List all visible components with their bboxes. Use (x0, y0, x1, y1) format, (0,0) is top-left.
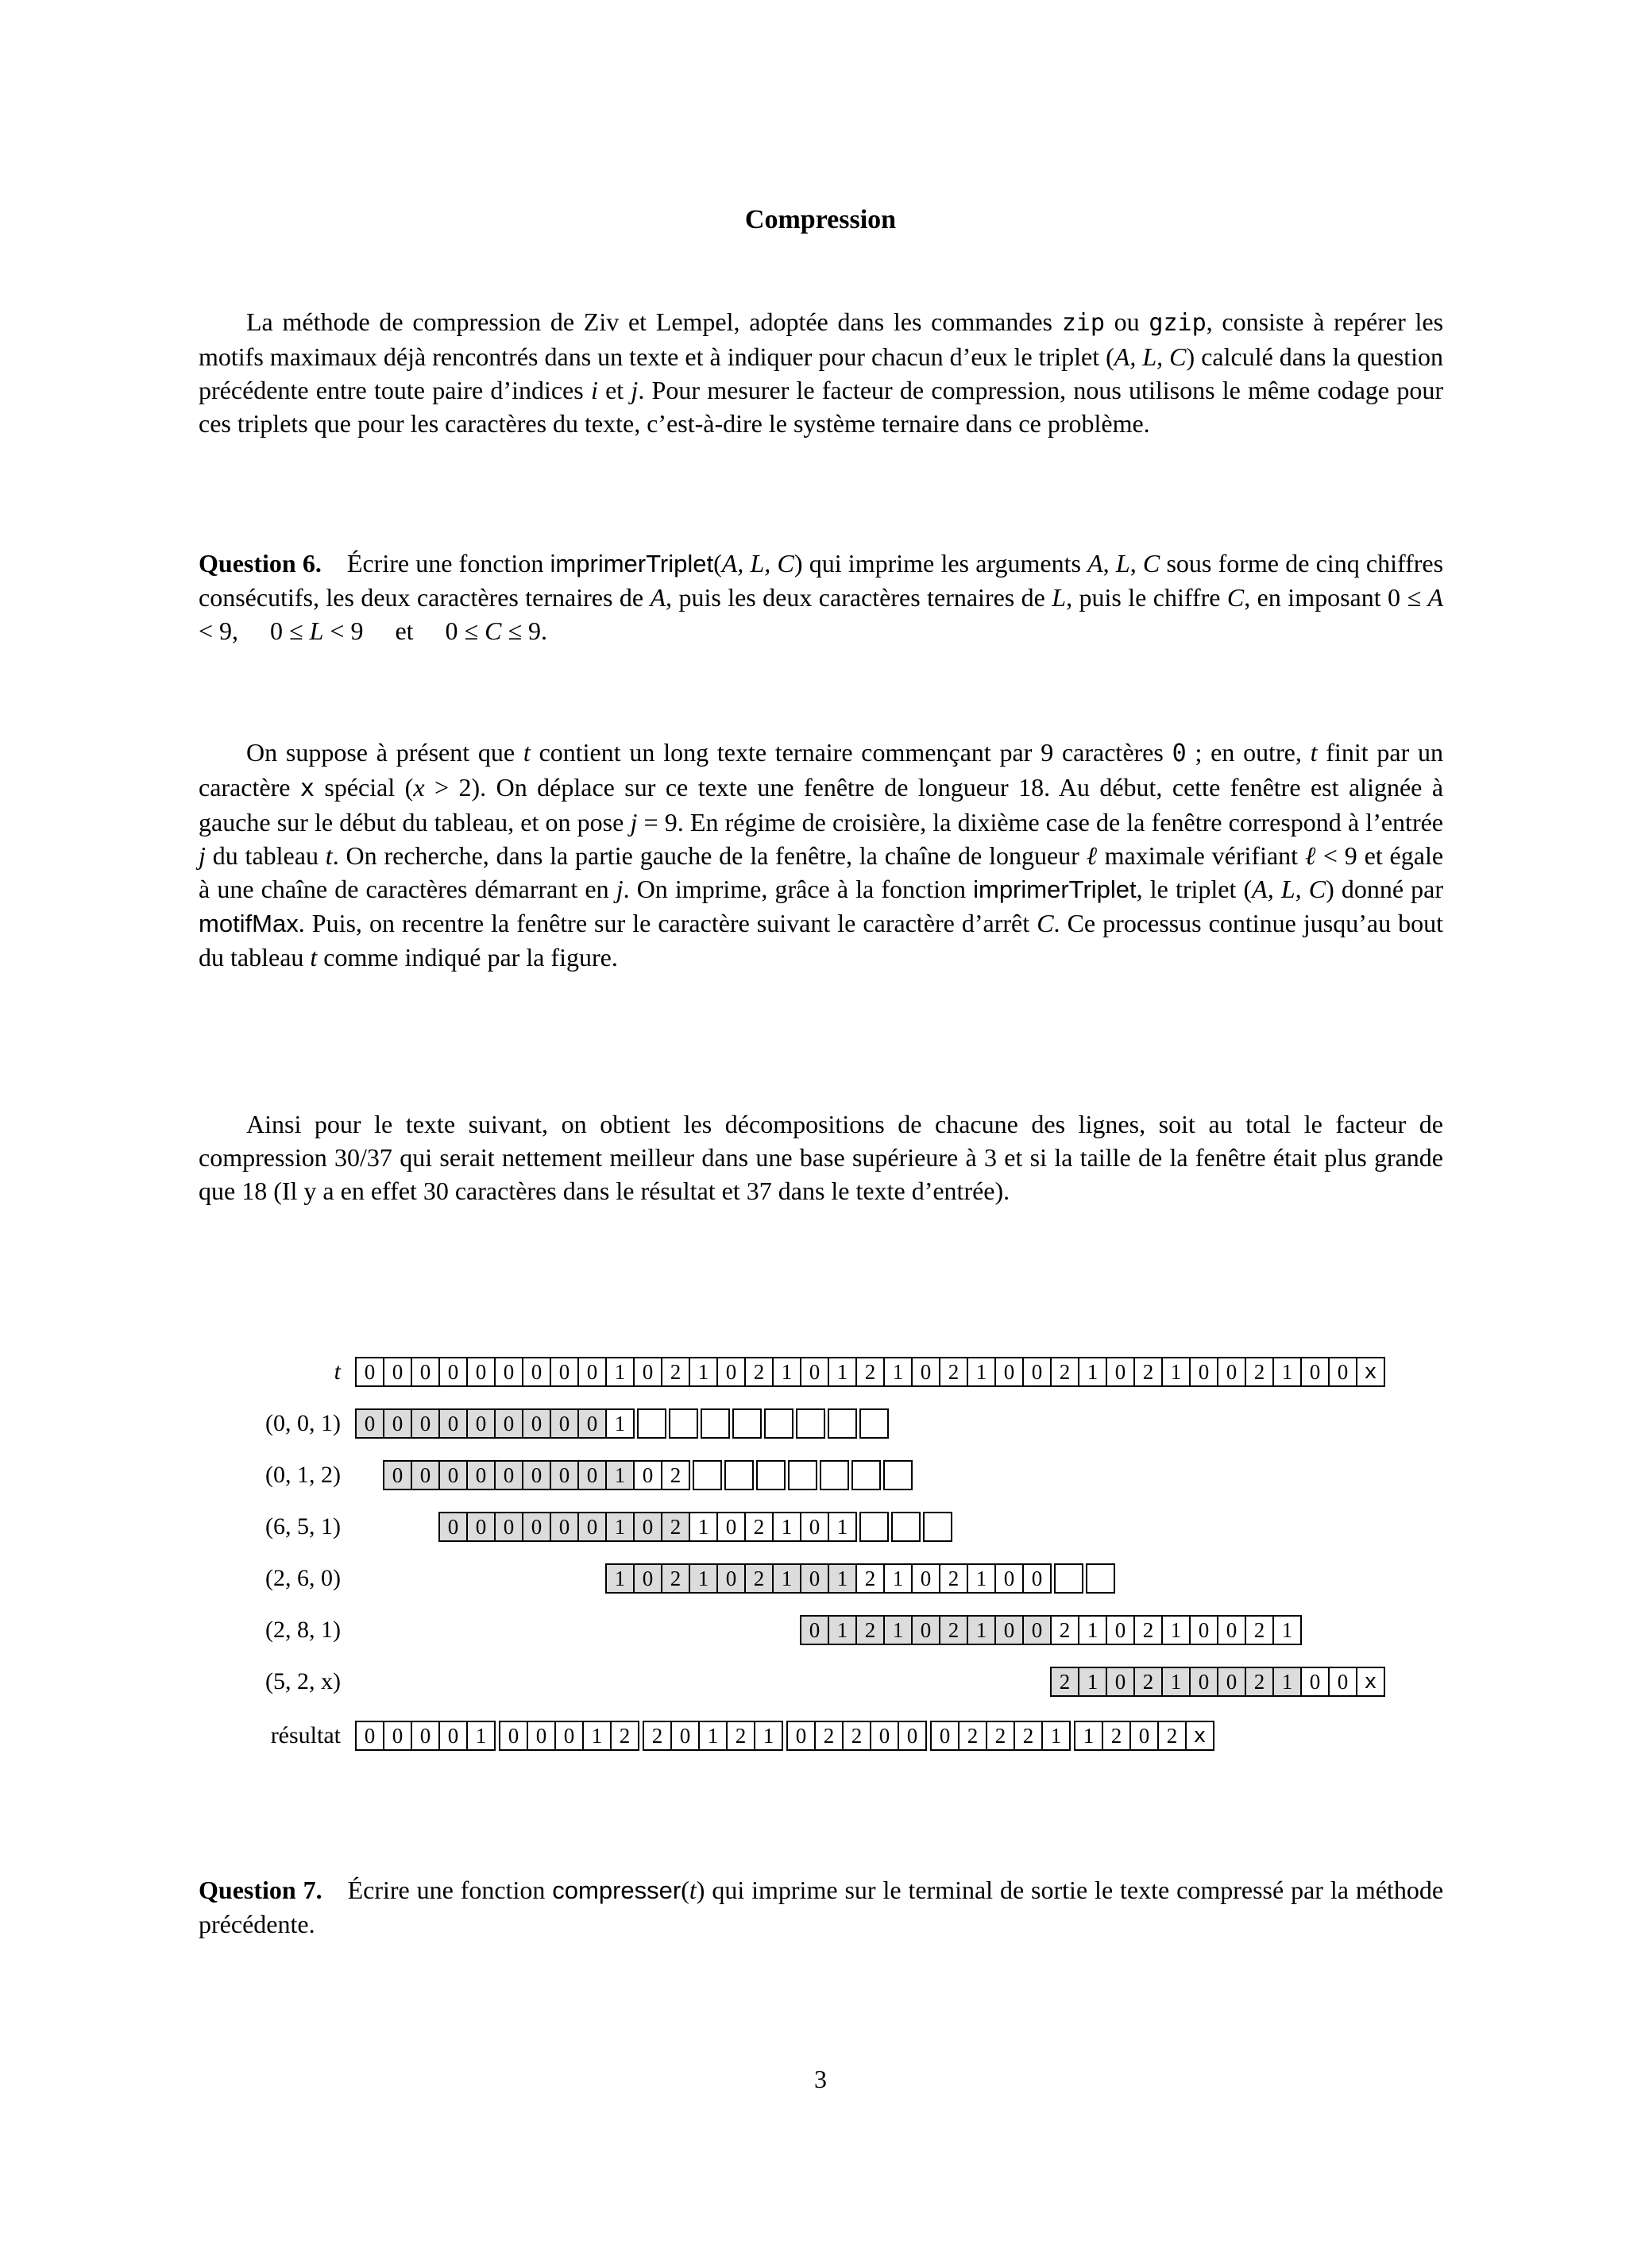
cell: 0 (411, 1721, 440, 1751)
cell: 0 (1328, 1667, 1357, 1697)
cell: 0 (522, 1512, 551, 1542)
cell: 0 (870, 1721, 899, 1751)
page-number: 3 (814, 2065, 827, 2093)
text-segment: 0 (1172, 740, 1187, 767)
text-segment: = 9. En régime de croisière, la dixième case de la fenêtre correspond à l’entrée (637, 808, 1444, 836)
cell: 0 (550, 1512, 579, 1542)
cell: 0 (438, 1408, 468, 1439)
text-segment: finit par un caractère (199, 738, 1444, 802)
text-segment: , consiste à repérer les motifs maximaux déjà rencontrés dans un texte et à indiquer pour chacun d’eux le triplet ( (199, 307, 1444, 371)
cell: 1 (883, 1357, 913, 1387)
cell: 0 (527, 1721, 556, 1751)
cell-empty (820, 1460, 849, 1490)
cell-empty (891, 1512, 921, 1542)
cell-empty (1054, 1563, 1083, 1594)
cell: 0 (550, 1460, 579, 1490)
cell: 0 (494, 1357, 523, 1387)
cell-empty (701, 1408, 730, 1439)
cell: 2 (726, 1721, 755, 1751)
result-group (499, 1721, 639, 1751)
cell: 0 (1328, 1357, 1357, 1387)
cell-empty (883, 1460, 913, 1490)
text-segment: zip (1061, 309, 1105, 337)
figure-row (199, 1408, 1385, 1439)
cell: x (1356, 1357, 1385, 1387)
cell: 0 (355, 1721, 384, 1751)
cell: 2 (661, 1563, 690, 1594)
cell-empty (764, 1408, 793, 1439)
result-group (1074, 1721, 1214, 1751)
cell: 0 (1106, 1615, 1135, 1645)
cell: 0 (1022, 1563, 1052, 1594)
cell: 1 (1272, 1667, 1302, 1697)
text-segment: < 9 et 0 ≤ (323, 616, 485, 645)
text-segment: > 2). On déplace sur ce texte une fenêtre de longueur 18. Au début, cette fenêtre est alignée à gauche sur le début du tableau, et on pose (199, 773, 1444, 836)
cell: 2 (1050, 1357, 1079, 1387)
cell: 0 (355, 1408, 384, 1439)
cell: 2 (855, 1615, 885, 1645)
cell-empty (851, 1460, 881, 1490)
text-segment: ) donné par (1326, 875, 1444, 903)
cell: 0 (494, 1408, 523, 1439)
cell: 0 (1129, 1721, 1159, 1751)
cell: 0 (898, 1721, 927, 1751)
cell: 0 (522, 1408, 551, 1439)
text-segment: imprimerTriplet (973, 875, 1137, 903)
text-segment: ≤ 9. (501, 616, 548, 645)
cell-empty (1086, 1563, 1115, 1594)
cell-empty (859, 1512, 889, 1542)
cell: 0 (633, 1460, 662, 1490)
cell: 2 (744, 1357, 774, 1387)
text-segment: ( (713, 549, 722, 578)
figure-row (199, 1667, 1385, 1697)
cell: 2 (661, 1512, 690, 1542)
cell: x (1356, 1667, 1385, 1697)
cell: 0 (1217, 1615, 1246, 1645)
text-segment: . On recherche, dans la partie gauche de la fenêtre, la chaîne de longueur (332, 841, 1087, 870)
cell: 0 (383, 1460, 412, 1490)
cell: 0 (438, 1512, 468, 1542)
text-segment: j (616, 875, 624, 903)
cell: 0 (1189, 1357, 1218, 1387)
text-segment: i (590, 376, 598, 404)
text-segment: x (299, 775, 315, 802)
text-segment: du tableau (205, 841, 326, 870)
cell: 0 (1022, 1357, 1052, 1387)
text-segment: A, L, C (721, 549, 794, 578)
cell: x (1185, 1721, 1214, 1751)
row-cells (800, 1615, 1302, 1645)
text-segment: , en imposant 0 ≤ (1244, 583, 1428, 612)
cell: 0 (438, 1460, 468, 1490)
text-segment: , puis le chiffre (1066, 583, 1227, 612)
figure-row (199, 1563, 1385, 1594)
cell: 2 (1157, 1721, 1187, 1751)
cell: 0 (1217, 1667, 1246, 1697)
paragraph-example (199, 1107, 1443, 1207)
row-cells (438, 1512, 952, 1542)
text-segment: x (413, 773, 425, 802)
cell-empty (788, 1460, 817, 1490)
cell: 0 (1106, 1667, 1135, 1697)
cell: 1 (1272, 1615, 1302, 1645)
text-segment: , puis les deux caractères ternaires de (666, 583, 1052, 612)
text-segment: j (199, 841, 206, 870)
cell: 1 (689, 1563, 718, 1594)
cell: 0 (550, 1408, 579, 1439)
text-segment: ) qui imprime les arguments (793, 549, 1088, 578)
text-segment: . Puis, on recentre la fenêtre sur le caractère suivant le caractère d’arrêt (298, 909, 1037, 937)
text-segment: t (689, 1876, 697, 1904)
cell: 0 (633, 1512, 662, 1542)
figure-row (199, 1460, 1385, 1490)
cell: 2 (1050, 1615, 1079, 1645)
cell-empty (724, 1460, 754, 1490)
text-segment: j (630, 808, 638, 836)
cell: 0 (550, 1357, 579, 1387)
text-segment: Ainsi pour le texte suivant, on obtient les décompositions de chacune des lignes, soit au total le facteur de compression 30/37 qui serait nettement meilleur dans une base supérieure à 3 et si la taille de la fenêtre était plus grande que 18 (Il y a en effet 30 caractères dans le résultat et 37 dans le texte d’entrée). (199, 1110, 1443, 1205)
cell: 0 (800, 1615, 829, 1645)
cell: 1 (689, 1512, 718, 1542)
text-segment: L (1052, 583, 1067, 612)
figure-row (199, 1615, 1385, 1645)
text-segment: On suppose à présent que (246, 738, 523, 767)
cell: 1 (772, 1512, 801, 1542)
cell: 2 (1133, 1615, 1163, 1645)
cell: 0 (466, 1357, 496, 1387)
row-cells (355, 1721, 1214, 1751)
figure-row (199, 1357, 1385, 1387)
cell: 0 (930, 1721, 960, 1751)
text-segment: ; en outre, (1186, 738, 1311, 767)
cell: 0 (522, 1460, 551, 1490)
cell: 0 (911, 1563, 940, 1594)
text-segment: maximale vérifiant (1097, 841, 1305, 870)
cell: 0 (716, 1357, 746, 1387)
text-segment: . On imprime, grâce à la fonction (623, 875, 974, 903)
cell: 0 (466, 1408, 496, 1439)
figure-result-row (199, 1721, 1385, 1751)
cell: 1 (828, 1615, 857, 1645)
cell: 1 (1161, 1615, 1191, 1645)
row-cells (605, 1563, 1115, 1594)
cell: 1 (967, 1357, 996, 1387)
row-cells (355, 1357, 1385, 1387)
cell: 0 (554, 1721, 584, 1751)
cell: 2 (939, 1615, 968, 1645)
text-segment: C (1226, 583, 1245, 612)
cell-empty (923, 1512, 952, 1542)
cell: 0 (438, 1357, 468, 1387)
text-segment: C (1037, 909, 1054, 937)
cell: 0 (994, 1615, 1024, 1645)
cell-empty (859, 1408, 889, 1439)
cell: 1 (1078, 1615, 1107, 1645)
cell: 1 (1078, 1667, 1107, 1697)
row-label: (0, 0, 1) (265, 1410, 341, 1436)
result-group (930, 1721, 1071, 1751)
cell: 2 (661, 1460, 690, 1490)
cell-empty (669, 1408, 698, 1439)
cell: 2 (1245, 1667, 1274, 1697)
cell: 1 (1161, 1667, 1191, 1697)
cell: 0 (411, 1357, 440, 1387)
cell: 1 (1272, 1357, 1302, 1387)
cell: 2 (842, 1721, 871, 1751)
cell: 1 (605, 1563, 635, 1594)
cell: 1 (967, 1563, 996, 1594)
cell: 0 (633, 1357, 662, 1387)
cell: 1 (689, 1357, 718, 1387)
text-segment: imprimerTriplet (550, 550, 714, 578)
text-segment: . Pour mesurer le facteur de compression, nous utilisons le même codage pour ces triplets que pour les caractères du texte, c’est-à-dire le système ternaire dans ce problème. (199, 376, 1444, 438)
cell-empty (796, 1408, 825, 1439)
text-segment: < 9 et égale à une chaîne de caractères démarrant en (199, 841, 1444, 903)
text-segment: contient un long texte ternaire commençant par 9 caractères (530, 738, 1172, 767)
cell: 1 (466, 1721, 496, 1751)
cell: 1 (754, 1721, 783, 1751)
text-segment: j (631, 376, 639, 404)
text-segment: motifMax (199, 910, 299, 937)
cell: 1 (1041, 1721, 1071, 1751)
text-segment: spécial ( (314, 773, 414, 802)
cell: 1 (605, 1460, 635, 1490)
text-segment: L (309, 616, 324, 645)
cell: 0 (994, 1563, 1024, 1594)
cell: 0 (633, 1563, 662, 1594)
cell: 1 (1078, 1357, 1107, 1387)
text-segment: ℓ (1304, 841, 1317, 870)
text-segment: ou (1104, 307, 1149, 336)
text-segment: . Ce processus continue jusqu’au bout du tableau (199, 909, 1444, 972)
row-label: (2, 6, 0) (265, 1565, 341, 1591)
cell: 1 (605, 1512, 635, 1542)
text-segment: Question 6. (199, 549, 322, 578)
cell: 1 (1074, 1721, 1103, 1751)
cell: 1 (828, 1357, 857, 1387)
cell: 1 (1161, 1357, 1191, 1387)
text-segment: , (1102, 549, 1116, 578)
text-segment: ℓ (1086, 841, 1098, 870)
cell: 1 (582, 1721, 612, 1751)
text-segment: ( (681, 1876, 689, 1904)
cell-empty (637, 1408, 666, 1439)
cell: 2 (1245, 1357, 1274, 1387)
row-label: résultat (270, 1722, 341, 1748)
cell: 0 (438, 1721, 468, 1751)
cell: 1 (883, 1615, 913, 1645)
cell: 1 (883, 1563, 913, 1594)
cell: 2 (1102, 1721, 1131, 1751)
cell: 2 (855, 1357, 885, 1387)
page-title: Compression (744, 205, 897, 234)
row-label: (5, 2, x) (265, 1668, 341, 1694)
text-segment: comme indiqué par la figure. (317, 943, 618, 972)
row-label: (6, 5, 1) (265, 1513, 341, 1540)
cell: 0 (577, 1512, 607, 1542)
cell: 0 (1217, 1357, 1246, 1387)
cell-empty (732, 1408, 762, 1439)
cell: 0 (1189, 1615, 1218, 1645)
text-segment: La méthode de compression de Ziv et Lempel, adoptée dans les commandes (246, 307, 1062, 336)
cell: 2 (1133, 1667, 1163, 1697)
row-cells (383, 1460, 913, 1490)
cell: 0 (716, 1512, 746, 1542)
cell: 0 (911, 1357, 940, 1387)
cell: 2 (939, 1357, 968, 1387)
cell: 0 (1300, 1667, 1330, 1697)
text-segment: Écrire une fonction (322, 1876, 553, 1904)
text-segment: A (1087, 549, 1103, 578)
cell: 0 (716, 1563, 746, 1594)
figure-row (199, 1512, 1385, 1542)
cell: 2 (939, 1563, 968, 1594)
cell: 2 (1245, 1615, 1274, 1645)
text-segment: ) qui imprime sur le terminal de sortie le texte compressé par la méthode précédente. (199, 1876, 1444, 1938)
cell: 0 (786, 1721, 816, 1751)
cell: 0 (499, 1721, 528, 1751)
cell: 0 (1022, 1615, 1052, 1645)
cell: 2 (744, 1563, 774, 1594)
text-segment: Question 7. (199, 1876, 322, 1904)
cell: 1 (605, 1408, 635, 1439)
cell: 0 (994, 1357, 1024, 1387)
text-segment: et (597, 376, 631, 404)
cell: 0 (522, 1357, 551, 1387)
text-segment: t (325, 841, 333, 870)
cell: 0 (466, 1512, 496, 1542)
cell: 0 (577, 1460, 607, 1490)
text-segment: A (650, 583, 666, 612)
cell: 0 (383, 1408, 412, 1439)
text-segment: C (1142, 549, 1160, 578)
text-segment: C (485, 616, 502, 645)
cell: 2 (958, 1721, 987, 1751)
text-segment: gzip (1149, 309, 1207, 337)
cell: 2 (986, 1721, 1015, 1751)
cell: 0 (670, 1721, 700, 1751)
cell: 0 (383, 1357, 412, 1387)
cell: 0 (800, 1357, 829, 1387)
text-segment: t (523, 738, 531, 767)
cell: 2 (814, 1721, 844, 1751)
text-segment: t (310, 943, 318, 972)
text-segment: A, L, C (1114, 342, 1187, 371)
text-segment: ) calculé dans la question précédente entre toute paire d’indices (199, 342, 1444, 404)
text-segment: compresser (552, 1876, 681, 1904)
cell: 0 (577, 1408, 607, 1439)
result-group (643, 1721, 783, 1751)
cell: 2 (661, 1357, 690, 1387)
cell: 0 (494, 1460, 523, 1490)
cell: 0 (411, 1460, 440, 1490)
paragraph-window (199, 736, 1443, 974)
row-label: t (334, 1358, 341, 1385)
paragraph-question-7 (199, 1873, 1443, 1941)
text-segment: Écrire une fonction (321, 549, 550, 578)
cell: 2 (744, 1512, 774, 1542)
cell: 2 (1133, 1357, 1163, 1387)
cell: 1 (772, 1357, 801, 1387)
text-segment: , le triplet ( (1136, 875, 1253, 903)
cell: 2 (855, 1563, 885, 1594)
cell: 0 (1106, 1357, 1135, 1387)
paragraph-question-6 (199, 547, 1443, 647)
cell: 1 (828, 1563, 857, 1594)
cell-empty (828, 1408, 857, 1439)
text-segment: < 9, 0 ≤ (199, 616, 310, 645)
cell: 0 (355, 1357, 384, 1387)
cell: 1 (698, 1721, 728, 1751)
cell: 1 (605, 1357, 635, 1387)
row-label: (0, 1, 2) (265, 1462, 341, 1488)
text-segment: A, L, C (1252, 875, 1326, 903)
cell: 0 (411, 1408, 440, 1439)
text-segment: sous forme de cinq chiffres consécutifs, les deux caractères ternaires de (199, 549, 1444, 612)
cell: 0 (466, 1460, 496, 1490)
cell: 0 (494, 1512, 523, 1542)
cell: 2 (610, 1721, 639, 1751)
cell: 2 (1050, 1667, 1079, 1697)
cell: 0 (577, 1357, 607, 1387)
cell: 0 (800, 1512, 829, 1542)
row-cells (1050, 1667, 1385, 1697)
text-segment: , (1129, 549, 1143, 578)
cell-empty (693, 1460, 722, 1490)
paragraph-intro (199, 305, 1443, 440)
cell: 1 (828, 1512, 857, 1542)
cell: 0 (1189, 1667, 1218, 1697)
text-segment: L (1115, 549, 1130, 578)
cell: 0 (1300, 1357, 1330, 1387)
cell: 1 (772, 1563, 801, 1594)
result-group (786, 1721, 927, 1751)
result-group (355, 1721, 496, 1751)
text-segment: t (1310, 738, 1318, 767)
cell-empty (756, 1460, 786, 1490)
cell: 2 (643, 1721, 672, 1751)
cell: 0 (383, 1721, 412, 1751)
cell: 2 (1014, 1721, 1043, 1751)
cell: 0 (800, 1563, 829, 1594)
cell: 0 (911, 1615, 940, 1645)
cell: 1 (967, 1615, 996, 1645)
row-cells (355, 1408, 889, 1439)
compression-figure (199, 1357, 1385, 1772)
row-label: (2, 8, 1) (265, 1617, 341, 1643)
text-segment: A (1427, 583, 1443, 612)
